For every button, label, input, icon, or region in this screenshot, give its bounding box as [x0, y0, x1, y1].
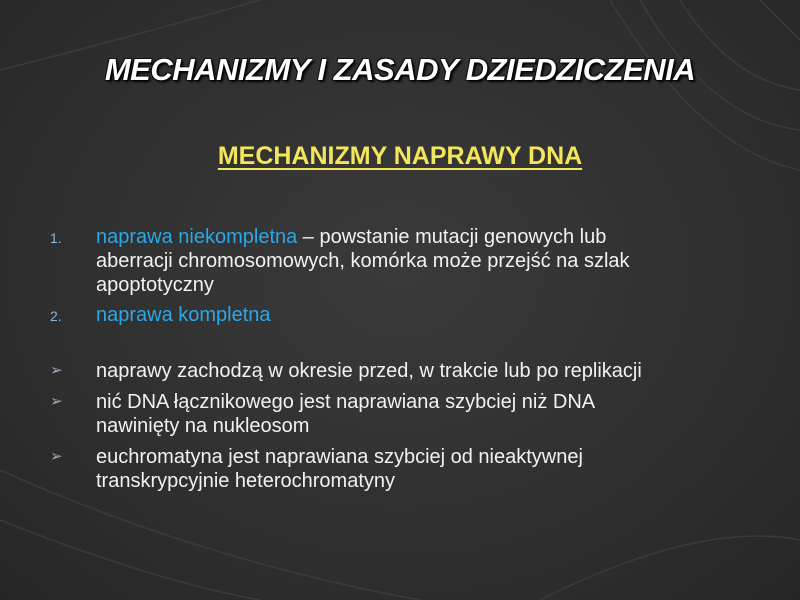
- numbered-item: [50, 303, 670, 327]
- number-marker: 2.: [50, 308, 62, 324]
- arrow-bullet-icon: ➢: [50, 362, 63, 379]
- bullet-item: [50, 445, 670, 493]
- arrow-bullet-icon: ➢: [50, 393, 63, 410]
- number-marker: 1.: [50, 230, 62, 246]
- bullet-item: [50, 390, 670, 438]
- bullet-text: naprawy zachodzą w okresie przed, w trakcie lub po replikacji: [96, 360, 642, 382]
- slide-title: MECHANIZMY I ZASADY DZIEDZICZENIA: [104, 52, 696, 87]
- bullet-text: euchromatyna jest naprawiana szybciej od nieaktywnej transkrypcyjnie heterochromatyny: [96, 446, 583, 492]
- content-list: [50, 225, 670, 493]
- bullet-item: [50, 359, 670, 383]
- numbered-item: [50, 225, 670, 297]
- item-highlight: naprawa niekompletna: [96, 226, 298, 248]
- slide-subtitle: [0, 142, 800, 171]
- arrow-bullet-icon: ➢: [50, 448, 63, 465]
- item-highlight: naprawa kompletna: [96, 304, 271, 326]
- bullet-text: nić DNA łącznikowego jest naprawiana szybciej niż DNA nawinięty na nukleosom: [96, 391, 595, 437]
- slide-subtitle-text: MECHANIZMY NAPRAWY DNA: [217, 142, 583, 170]
- item-text: – powstanie mutacji genowych lub aberracji chromosomowych, komórka może przejść na szlak apoptotyczny: [96, 226, 630, 296]
